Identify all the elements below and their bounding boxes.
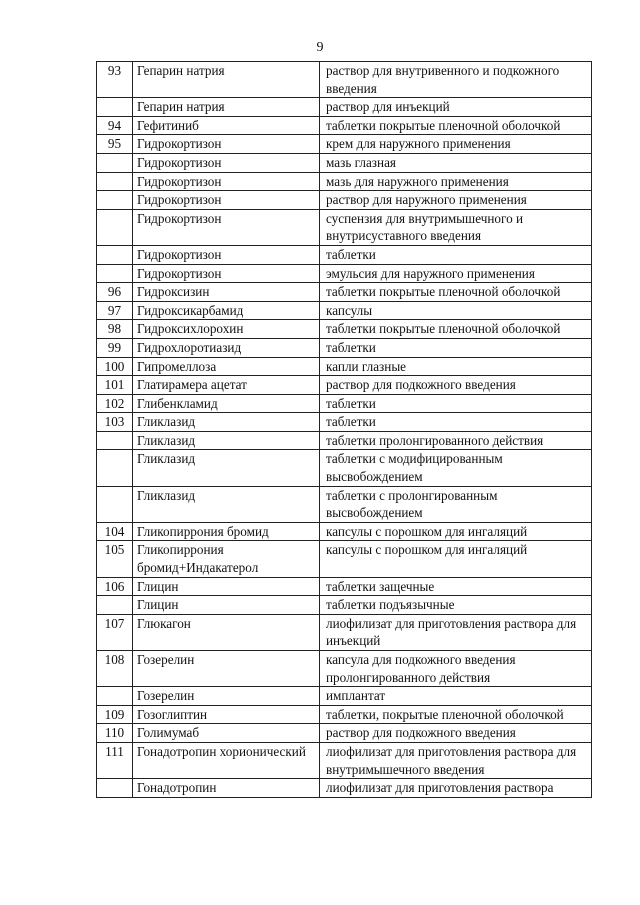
dosage-form: таблетки защечные (320, 577, 592, 596)
table-row (97, 486, 592, 522)
drug-name: Гидрокортизон (133, 153, 320, 172)
row-number: 109 (97, 705, 133, 724)
drug-name: Гозерелин (133, 687, 320, 706)
row-number (97, 431, 133, 450)
dosage-form: таблетки (320, 394, 592, 413)
dosage-form: таблетки покрытые пленочной оболочкой (320, 283, 592, 302)
drug-table (96, 61, 592, 798)
table-row (97, 191, 592, 210)
drug-name: Гонадотропин (133, 779, 320, 798)
drug-name: Гликопиррония бромид (133, 522, 320, 541)
dosage-form: эмульсия для наружного применения (320, 264, 592, 283)
dosage-form: таблетки пролонгированного действия (320, 431, 592, 450)
dosage-form: раствор для наружного применения (320, 191, 592, 210)
row-number (97, 191, 133, 210)
drug-name: Гепарин натрия (133, 62, 320, 98)
row-number: 98 (97, 320, 133, 339)
table-row (97, 301, 592, 320)
table-row (97, 357, 592, 376)
row-number: 93 (97, 62, 133, 98)
drug-name: Гидрокортизон (133, 264, 320, 283)
dosage-form: раствор для внутривенного и подкожного введения (320, 62, 592, 98)
drug-name: Гликопиррония бромид+Индакатерол (133, 541, 320, 577)
row-number: 106 (97, 577, 133, 596)
table-row (97, 742, 592, 778)
dosage-form: капсулы с порошком для ингаляций (320, 541, 592, 577)
row-number: 104 (97, 522, 133, 541)
drug-name: Гликлазид (133, 450, 320, 486)
table-row (97, 116, 592, 135)
dosage-form: лиофилизат для приготовления раствора для внутримышечного введения (320, 742, 592, 778)
dosage-form: таблетки (320, 413, 592, 432)
table-row (97, 651, 592, 687)
row-number: 94 (97, 116, 133, 135)
dosage-form: таблетки с пролонгированным высвобождением (320, 486, 592, 522)
row-number: 110 (97, 724, 133, 743)
table-row (97, 264, 592, 283)
table-row (97, 172, 592, 191)
table-row (97, 338, 592, 357)
table-row (97, 779, 592, 798)
drug-name: Гликлазид (133, 486, 320, 522)
table-row (97, 541, 592, 577)
drug-name: Гидрокортизон (133, 209, 320, 245)
table-row (97, 62, 592, 98)
row-number: 102 (97, 394, 133, 413)
table-row (97, 209, 592, 245)
drug-name: Гликлазид (133, 431, 320, 450)
drug-name: Глицин (133, 596, 320, 615)
row-number: 111 (97, 742, 133, 778)
table-row (97, 153, 592, 172)
dosage-form: таблетки подъязычные (320, 596, 592, 615)
drug-name: Гидроксикарбамид (133, 301, 320, 320)
table-row (97, 394, 592, 413)
dosage-form: мазь глазная (320, 153, 592, 172)
dosage-form: таблетки покрытые пленочной оболочкой (320, 116, 592, 135)
drug-name: Гидрокортизон (133, 135, 320, 154)
row-number (97, 450, 133, 486)
drug-name: Гидроксихлорохин (133, 320, 320, 339)
drug-name: Глицин (133, 577, 320, 596)
drug-table-body (97, 62, 592, 798)
dosage-form: капли глазные (320, 357, 592, 376)
drug-name: Гонадотропин хорионический (133, 742, 320, 778)
dosage-form: лиофилизат для приготовления раствора для инъекций (320, 614, 592, 650)
dosage-form: таблетки покрытые пленочной оболочкой (320, 320, 592, 339)
dosage-form: капсула для подкожного введения пролонгированного действия (320, 651, 592, 687)
drug-name: Гидрокортизон (133, 245, 320, 264)
dosage-form: раствор для инъекций (320, 98, 592, 117)
row-number (97, 209, 133, 245)
drug-name: Гидрокортизон (133, 172, 320, 191)
row-number (97, 264, 133, 283)
row-number: 95 (97, 135, 133, 154)
dosage-form: имплантат (320, 687, 592, 706)
dosage-form: таблетки с модифицированным высвобождением (320, 450, 592, 486)
row-number (97, 172, 133, 191)
table-row (97, 705, 592, 724)
row-number (97, 245, 133, 264)
drug-name: Гозерелин (133, 651, 320, 687)
table-row (97, 320, 592, 339)
page-number: 9 (316, 40, 324, 55)
drug-name: Гидроксизин (133, 283, 320, 302)
table-row (97, 687, 592, 706)
row-number (97, 98, 133, 117)
dosage-form: раствор для подкожного введения (320, 376, 592, 395)
row-number: 105 (97, 541, 133, 577)
dosage-form: мазь для наружного применения (320, 172, 592, 191)
row-number (97, 486, 133, 522)
row-number: 97 (97, 301, 133, 320)
drug-name: Гипромеллоза (133, 357, 320, 376)
table-row (97, 596, 592, 615)
dosage-form: таблетки, покрытые пленочной оболочкой (320, 705, 592, 724)
table-row (97, 724, 592, 743)
drug-name: Глатирамера ацетат (133, 376, 320, 395)
row-number: 101 (97, 376, 133, 395)
row-number: 96 (97, 283, 133, 302)
table-row (97, 98, 592, 117)
table-row (97, 431, 592, 450)
table-row (97, 522, 592, 541)
dosage-form: капсулы с порошком для ингаляций (320, 522, 592, 541)
table-row (97, 413, 592, 432)
row-number: 107 (97, 614, 133, 650)
table-row (97, 450, 592, 486)
row-number: 108 (97, 651, 133, 687)
table-row (97, 614, 592, 650)
row-number (97, 687, 133, 706)
row-number (97, 153, 133, 172)
row-number: 103 (97, 413, 133, 432)
drug-name: Гликлазид (133, 413, 320, 432)
drug-name: Глюкагон (133, 614, 320, 650)
dosage-form: крем для наружного применения (320, 135, 592, 154)
table-row (97, 245, 592, 264)
row-number: 100 (97, 357, 133, 376)
dosage-form: суспензия для внутримышечного и внутрисуставного введения (320, 209, 592, 245)
dosage-form: капсулы (320, 301, 592, 320)
drug-name: Гепарин натрия (133, 98, 320, 117)
drug-name: Гефитиниб (133, 116, 320, 135)
drug-name: Гидрохлоротиазид (133, 338, 320, 357)
dosage-form: лиофилизат для приготовления раствора (320, 779, 592, 798)
table-row (97, 376, 592, 395)
table-row (97, 135, 592, 154)
dosage-form: таблетки (320, 245, 592, 264)
table-row (97, 577, 592, 596)
dosage-form: раствор для подкожного введения (320, 724, 592, 743)
row-number (97, 596, 133, 615)
row-number: 99 (97, 338, 133, 357)
drug-name: Гозоглиптин (133, 705, 320, 724)
dosage-form: таблетки (320, 338, 592, 357)
row-number (97, 779, 133, 798)
drug-name: Глибенкламид (133, 394, 320, 413)
table-row (97, 283, 592, 302)
drug-name: Голимумаб (133, 724, 320, 743)
drug-name: Гидрокортизон (133, 191, 320, 210)
